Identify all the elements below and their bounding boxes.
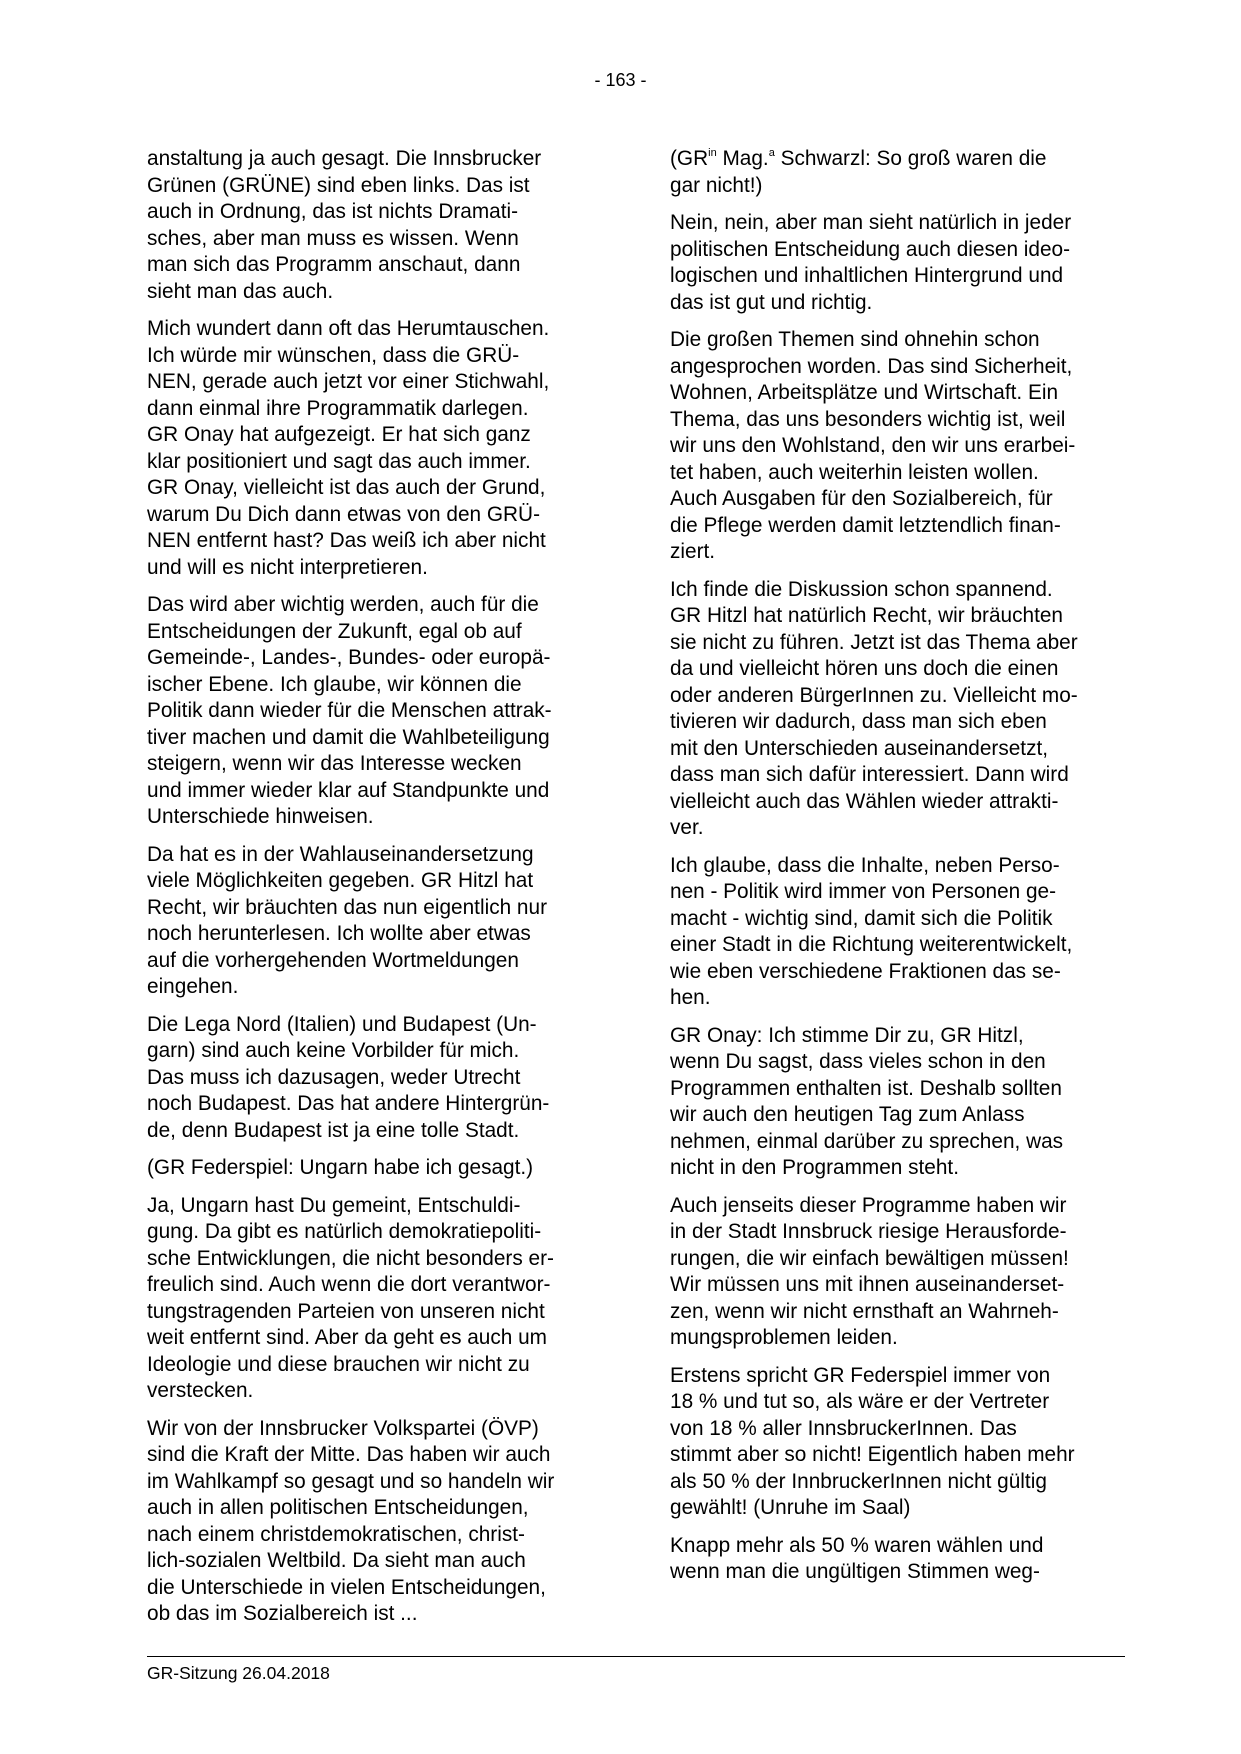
paragraph-line: tiver machen und damit die Wahlbeteiligung: [147, 725, 550, 749]
paragraph-line: sches, aber man muss es wissen. Wenn: [147, 226, 519, 250]
paragraph-line: in der Stadt Innsbruck riesige Herausforde-: [670, 1220, 1067, 1243]
text-paragraph: [670, 577, 1122, 842]
paragraph-line: GR Onay: Ich stimme Dir zu, GR Hitzl,: [670, 1023, 1024, 1047]
paragraph-line: klar positioniert und sagt das auch immer.: [147, 449, 531, 473]
paragraph-line: Mich wundert dann oft das Herumtauschen.: [147, 317, 550, 340]
left-text-column: [147, 146, 599, 1639]
text-paragraph: [147, 1193, 599, 1405]
paragraph-line: da und vielleicht hören uns doch die einen: [670, 657, 1059, 680]
paragraph-line: sie nicht zu führen. Jetzt ist das Thema aber: [670, 630, 1078, 654]
text-paragraph: [147, 1416, 599, 1628]
paragraph-line: dass man sich dafür interessiert. Dann wird: [670, 763, 1069, 786]
paragraph-line: mit den Unterschieden auseinandersetzt,: [670, 736, 1049, 760]
paragraph-line: vielleicht auch das Wählen wieder attrakti-: [670, 789, 1059, 813]
paragraph-line: freulich sind. Auch wenn die dort verantwor-: [147, 1273, 551, 1296]
paragraph-line: das ist gut und richtig.: [670, 290, 873, 314]
text-paragraph: [670, 1023, 1122, 1182]
paragraph-line: noch Budapest. Das hat andere Hintergrün-: [147, 1092, 550, 1115]
paragraph-line: Ich finde die Diskussion schon spannend.: [670, 577, 1053, 601]
paragraph-line: Auch Ausgaben für den Sozialbereich, für: [670, 487, 1053, 510]
text-paragraph: [147, 1155, 599, 1182]
paragraph-line: hen.: [670, 986, 711, 1009]
paragraph-line: ver.: [670, 816, 704, 839]
paragraph-line: steigern, wenn wir das Interesse wecken: [147, 752, 522, 775]
paragraph-line: GR Hitzl hat natürlich Recht, wir bräuchten: [670, 604, 1063, 627]
paragraph-line: Unterschiede hinweisen.: [147, 805, 374, 828]
page-number: - 163 -: [594, 70, 647, 90]
paragraph-line: nen - Politik wird immer von Personen ge-: [670, 880, 1057, 903]
paragraph-line: oder anderen BürgerInnen zu. Vielleicht mo-: [670, 683, 1078, 707]
interjection-text: (GR: [670, 147, 709, 170]
paragraph-line: Ja, Ungarn hast Du gemeint, Entschuldi-: [147, 1193, 521, 1217]
paragraph-line: GR Onay, vielleicht ist das auch der Grund,: [147, 476, 546, 499]
paragraph-line: angesprochen worden. Das sind Sicherheit,: [670, 354, 1073, 378]
text-paragraph: [670, 327, 1122, 566]
paragraph-line: Wohnen, Arbeitsplätze und Wirtschaft. Ein: [670, 381, 1059, 404]
paragraph-line: weit entfernt sind. Aber da geht es auch um: [147, 1326, 548, 1349]
footer-divider: [147, 1656, 1125, 1657]
paragraph-line: Die großen Themen sind ohnehin schon: [670, 328, 1040, 351]
paragraph-line: ischer Ebene. Ich glaube, wir können die: [147, 672, 522, 696]
paragraph-line: Auch jenseits dieser Programme haben wir: [670, 1193, 1067, 1217]
paragraph-line: Grünen (GRÜNE) sind eben links. Das ist: [147, 173, 530, 197]
paragraph-line: lich-sozialen Weltbild. Da sieht man auch: [147, 1549, 526, 1572]
paragraph-line: Ideologie und diese brauchen wir nicht zu: [147, 1352, 530, 1376]
paragraph-line: sieht man das auch.: [147, 279, 334, 303]
paragraph-line: Das wird aber wichtig werden, auch für die: [147, 593, 539, 616]
paragraph-line: Nein, nein, aber man sieht natürlich in jeder: [670, 211, 1072, 234]
paragraph-line: rungen, die wir einfach bewältigen müssen!: [670, 1246, 1069, 1270]
paragraph-line: 18 % und tut so, als wäre er der Vertreter: [670, 1390, 1050, 1413]
paragraph-line: Politik dann wieder für die Menschen attrak-: [147, 699, 552, 722]
paragraph-line: sche Entwicklungen, die nicht besonders er-: [147, 1246, 554, 1270]
paragraph-line: wir auch den heutigen Tag zum Anlass: [670, 1103, 1025, 1126]
text-paragraph: [670, 1363, 1122, 1522]
paragraph-line: man sich das Programm anschaut, dann: [147, 253, 521, 276]
interjection-paragraph: [670, 146, 1122, 199]
paragraph-line: wir uns den Wohlstand, den wir uns erarbei-: [670, 434, 1076, 457]
paragraph-line: die Pflege werden damit letztendlich finan-: [670, 513, 1061, 537]
interjection-text: Schwarzl: So groß waren die: [774, 147, 1047, 170]
paragraph-line: Wir von der Innsbrucker Volkspartei (ÖVP): [147, 1416, 539, 1440]
paragraph-line: verstecken.: [147, 1379, 254, 1402]
paragraph-line: Wir müssen uns mit ihnen auseinanderset-: [670, 1273, 1065, 1296]
text-paragraph: [670, 1533, 1122, 1586]
text-paragraph: [147, 592, 599, 831]
paragraph-line: Das muss ich dazusagen, weder Utrecht: [147, 1065, 521, 1089]
interjection-text: Mag.: [716, 147, 769, 170]
paragraph-line: garn) sind auch keine Vorbilder für mich.: [147, 1039, 520, 1062]
paragraph-line: ob das im Sozialbereich ist ...: [147, 1602, 418, 1625]
paragraph-line: die Unterschiede in vielen Entscheidungen,: [147, 1575, 546, 1599]
footer-session-date: GR-Sitzung 26.04.2018: [147, 1663, 330, 1683]
paragraph-line: und immer wieder klar auf Standpunkte und: [147, 778, 550, 802]
paragraph-line: tivieren wir dadurch, dass man sich eben: [670, 710, 1047, 733]
superscript: in: [708, 147, 717, 159]
paragraph-line: anstaltung ja auch gesagt. Die Innsbrucker: [147, 147, 542, 170]
paragraph-line: sind die Kraft der Mitte. Das haben wir auch: [147, 1443, 551, 1466]
paragraph-line: wenn Du sagst, dass vieles schon in den: [670, 1050, 1046, 1073]
text-paragraph: [147, 146, 599, 305]
paragraph-line: Ich würde mir wünschen, dass die GRÜ-: [147, 343, 520, 367]
paragraph-line: Die Lega Nord (Italien) und Budapest (Un-: [147, 1012, 537, 1036]
paragraph-line: Erstens spricht GR Federspiel immer von: [670, 1363, 1051, 1387]
paragraph-line: einer Stadt in die Richtung weiterentwickelt,: [670, 933, 1073, 956]
paragraph-line: auf die vorhergehenden Wortmeldungen: [147, 948, 519, 972]
paragraph-line: im Wahlkampf so gesagt und so handeln wir: [147, 1469, 555, 1493]
paragraph-line: tungstragenden Parteien von unseren nicht: [147, 1299, 545, 1323]
text-paragraph: [147, 316, 599, 581]
paragraph-line: NEN entfernt hast? Das weiß ich aber nicht: [147, 529, 546, 552]
paragraph-line: GR Onay hat aufgezeigt. Er hat sich ganz: [147, 423, 531, 446]
paragraph-line: gung. Da gibt es natürlich demokratiepoliti-: [147, 1220, 542, 1243]
paragraph-line: (GR Federspiel: Ungarn habe ich gesagt.): [147, 1156, 534, 1179]
paragraph-line: Knapp mehr als 50 % waren wählen und: [670, 1533, 1044, 1557]
paragraph-line: Da hat es in der Wahlauseinandersetzung: [147, 842, 534, 866]
paragraph-line: auch in allen politischen Entscheidungen,: [147, 1496, 529, 1519]
paragraph-line: NEN, gerade auch jetzt vor einer Stichwahl,: [147, 370, 550, 393]
superscript: a: [768, 147, 775, 159]
paragraph-line: auch in Ordnung, das ist nichts Dramati-: [147, 200, 519, 223]
paragraph-line: warum Du Dich dann etwas von den GRÜ-: [147, 502, 540, 526]
paragraph-line: von 18 % aller InnsbruckerInnen. Das: [670, 1416, 1017, 1440]
paragraph-line: gar nicht!): [670, 173, 763, 197]
paragraph-line: nicht in den Programmen steht.: [670, 1156, 959, 1179]
paragraph-line: logischen und inhaltlichen Hintergrund und: [670, 264, 1064, 287]
text-paragraph: [147, 1012, 599, 1145]
text-paragraph: [147, 842, 599, 1001]
paragraph-line: gewählt! (Unruhe im Saal): [670, 1496, 911, 1519]
paragraph-line: Recht, wir bräuchten das nun eigentlich nur: [147, 895, 547, 919]
text-paragraph: [670, 1193, 1122, 1352]
paragraph-line: als 50 % der InnbruckerInnen nicht gültig: [670, 1469, 1047, 1493]
paragraph-line: tet haben, auch weiterhin leisten wollen.: [670, 460, 1039, 484]
paragraph-line: Ich glaube, dass die Inhalte, neben Perso-: [670, 853, 1060, 877]
paragraph-line: Thema, das uns besonders wichtig ist, weil: [670, 407, 1066, 431]
paragraph-line: ziert.: [670, 540, 716, 563]
paragraph-line: stimmt aber so nicht! Eigentlich haben mehr: [670, 1443, 1075, 1466]
paragraph-line: de, denn Budapest ist ja eine tolle Stadt.: [147, 1118, 520, 1142]
text-paragraph: [670, 853, 1122, 1012]
paragraph-line: nach einem christdemokratischen, christ-: [147, 1522, 525, 1546]
paragraph-line: zen, wenn wir nicht ernsthaft an Wahrneh-: [670, 1299, 1059, 1323]
paragraph-line: dann einmal ihre Programmatik darlegen.: [147, 396, 529, 420]
paragraph-line: und will es nicht interpretieren.: [147, 555, 428, 579]
paragraph-line: viele Möglichkeiten gegeben. GR Hitzl hat: [147, 869, 534, 892]
paragraph-line: wie eben verschiedene Fraktionen das se-: [670, 959, 1061, 983]
paragraph-line: politischen Entscheidung auch diesen ideo-: [670, 237, 1071, 261]
paragraph-line: Programmen enthalten ist. Deshalb sollten: [670, 1076, 1062, 1100]
paragraph-line: Gemeinde-, Landes-, Bundes- oder europä-: [147, 646, 551, 669]
text-paragraph: [670, 210, 1122, 316]
paragraph-line: [670, 146, 1122, 173]
paragraph-line: Entscheidungen der Zukunft, egal ob auf: [147, 619, 522, 643]
paragraph-line: macht - wichtig sind, damit sich die Politik: [670, 906, 1053, 930]
paragraph-line: eingehen.: [147, 975, 239, 998]
paragraph-line: wenn man die ungültigen Stimmen weg-: [670, 1560, 1040, 1583]
paragraph-line: noch herunterlesen. Ich wollte aber etwas: [147, 922, 531, 945]
paragraph-line: mungsproblemen leiden.: [670, 1326, 898, 1349]
right-text-column: [670, 146, 1122, 1597]
paragraph-line: nehmen, einmal darüber zu sprechen, was: [670, 1129, 1064, 1153]
